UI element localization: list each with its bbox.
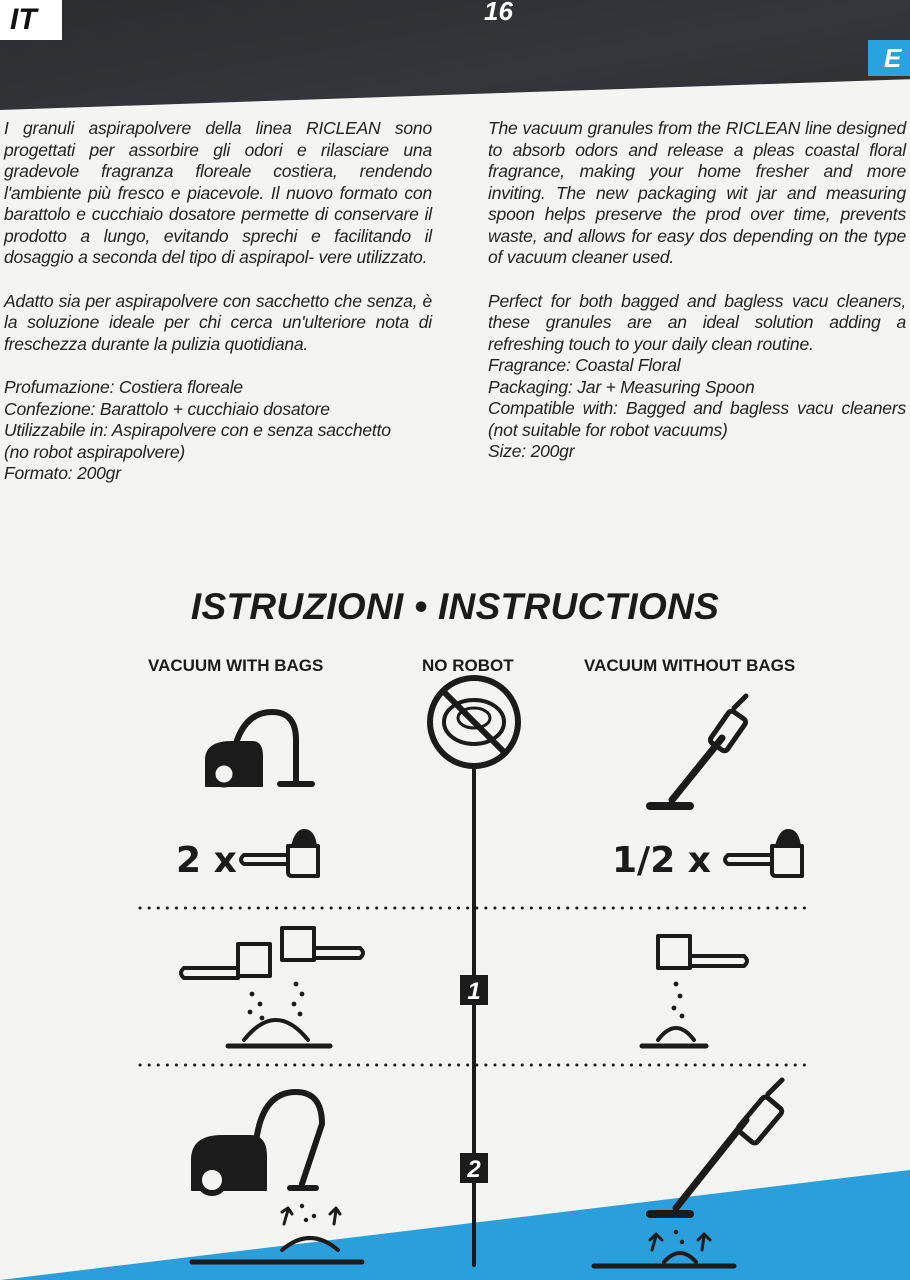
italian-spec-size: Formato: 200gr bbox=[4, 463, 121, 483]
dose-bags: 2 x bbox=[176, 840, 237, 881]
english-spec-fragrance: Fragrance: Coastal Floral bbox=[488, 355, 681, 375]
italian-paragraph-2: Adatto sia per aspirapolvere con sacchetto che senza, è la soluzione ideale per chi cerca un'ulteriore nota di freschezza durante la pulizia quotidiana. bbox=[4, 290, 432, 354]
label-vacuum-with-bags: VACUUM WITH BAGS bbox=[148, 656, 324, 675]
pouring-spoons-icon bbox=[181, 928, 363, 1046]
bagged-vacuum-step2-icon bbox=[192, 1092, 362, 1262]
italian-spec-usage-note: (no robot aspirapolvere) bbox=[4, 441, 185, 462]
english-paragraph-1: The vacuum granules from the RICLEAN line designed to absorb odors and release a pleas coastal floral fragrance, making your home fresher and more inviting. The new packaging wit jar and measuring spoon helps preserve the prod over time, prevents waste, and allows for easy dos depending on the type of vacuum cleaner used. bbox=[488, 118, 906, 267]
label-no-robot: NO ROBOT bbox=[422, 656, 514, 675]
bagless-vacuum-step2-icon bbox=[594, 1080, 783, 1266]
english-spec-packaging: Packaging: Jar + Measuring Spoon bbox=[488, 376, 755, 397]
english-paragraph-2: Perfect for both bagged and bagless vacu cleaners, these granules are an ideal solution adding a refreshing touch to your daily clean routine. bbox=[488, 290, 906, 354]
step-2-number: 2 bbox=[467, 1156, 481, 1183]
spoon-icon-bags bbox=[241, 830, 318, 876]
dose-no-bags: 1/2 x bbox=[612, 840, 711, 881]
half-spoon-pour-icon bbox=[642, 936, 747, 1046]
spoon-icon-no-bags bbox=[725, 830, 802, 876]
italian-spec-packaging: Confezione: Barattolo + cucchiaio dosatore bbox=[4, 398, 330, 419]
bagged-vacuum-icon bbox=[206, 712, 312, 786]
italian-spec-usage: Utilizzabile in: Aspirapolvere con e senza sacchetto bbox=[4, 420, 391, 440]
bagless-vacuum-icon bbox=[650, 696, 747, 806]
language-tag-it: IT bbox=[0, 0, 62, 40]
italian-spec-fragrance: Profumazione: Costiera floreale bbox=[4, 377, 243, 397]
english-spec-compatibility: Compatible with: Bagged and bagless vacu cleaners (not suitable for robot vacuums) bbox=[488, 398, 906, 440]
language-tag-en: E bbox=[868, 40, 910, 76]
step-1-number: 1 bbox=[467, 978, 481, 1005]
label-vacuum-without-bags: VACUUM WITHOUT BAGS bbox=[584, 656, 796, 675]
page-number: 16 bbox=[484, 0, 513, 26]
no-robot-icon bbox=[430, 678, 518, 766]
english-spec-size: Size: 200gr bbox=[488, 441, 575, 461]
instructions-title: ISTRUZIONI • INSTRUCTIONS bbox=[190, 586, 720, 627]
italian-paragraph-1: I granuli aspirapolvere della linea RICLEAN sono progettati per assorbire gli odori e rilasciare una gradevole fragranza floreale costiera, rendendo l'ambiente più fresco e piacevole. Il nuovo formato con barattolo e cucchiaio dosatore permette di conservare il prodotto a lungo, evitando sprechi e facilitando il dosaggio a seconda del tipo di aspirapol- vere utilizzato. bbox=[4, 118, 432, 267]
